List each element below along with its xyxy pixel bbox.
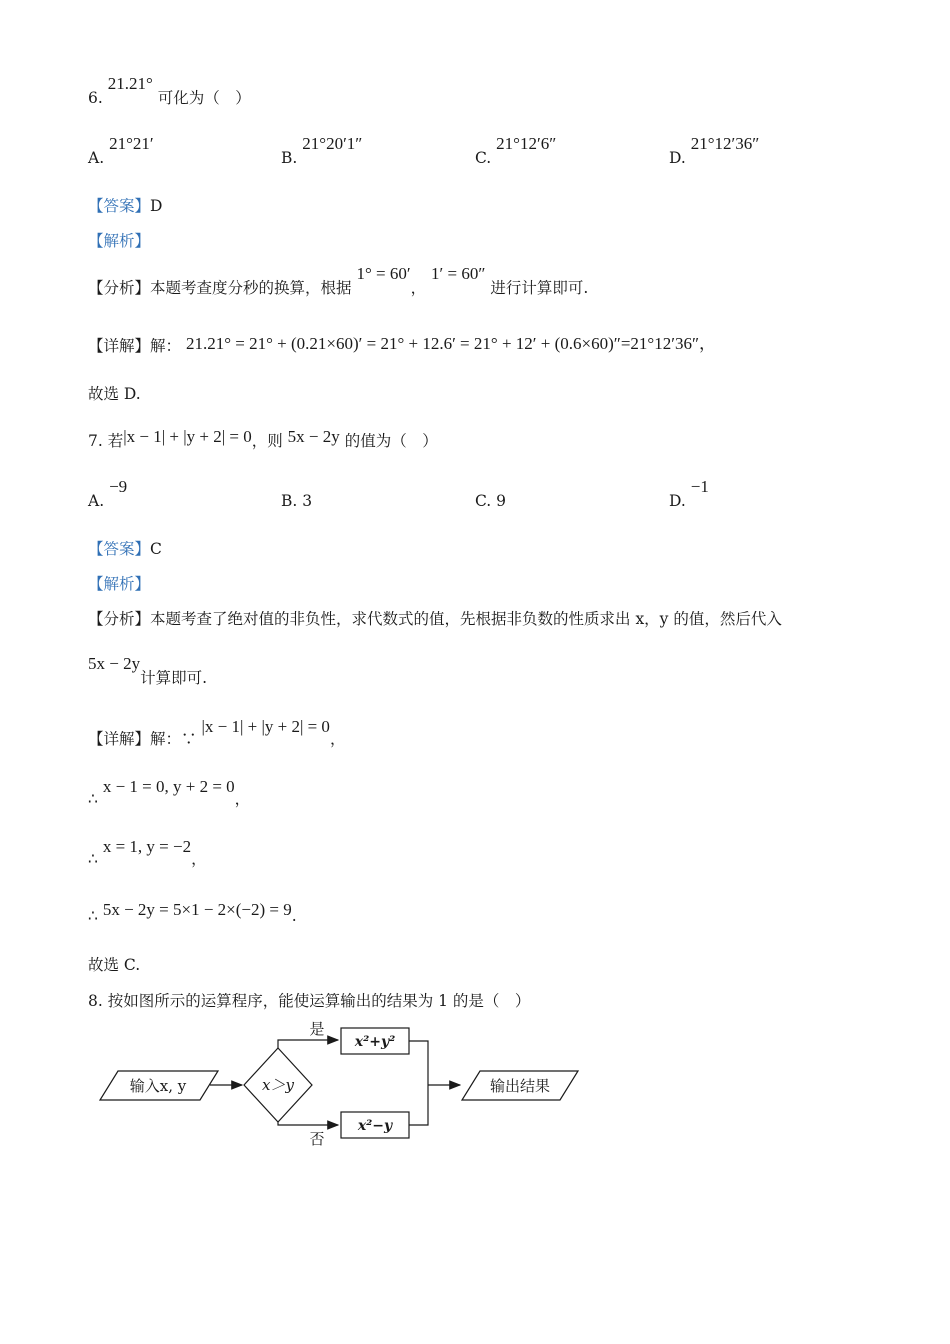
q7-expr-math: 5x − 2y [287, 427, 340, 446]
flow-yes-expr: x²+y² [354, 1034, 396, 1050]
flow-decision-label: x＞y [262, 1076, 294, 1094]
detail-end: =21°12′36″， [620, 334, 717, 353]
option-value: 3 [302, 492, 313, 510]
option-value: −9 [109, 477, 128, 496]
fenxi-text: 本题考查度分秒的换算，根据 [150, 279, 352, 297]
q7-analysis-tag [88, 574, 150, 594]
q6-expr: 21.21° [107, 74, 153, 93]
fenxi-text: 本题考查了绝对值的非负性，求代数式的值，先根据非负数的性质求出 x，y 的值，然后代入 [150, 610, 782, 628]
q7-option-c[interactable] [475, 491, 506, 511]
q7-if: 若 [107, 432, 124, 450]
detail-math: |x − 1| + |y + 2| = 0 [201, 717, 330, 736]
flow-no-path [278, 1122, 338, 1125]
q6-analysis-tag [88, 231, 150, 251]
detail-text: 解： [150, 337, 182, 355]
q7-option-b[interactable] [281, 491, 312, 511]
fenxi-end: 进行计算即可. [490, 279, 589, 297]
option-value: 21°12′36″ [690, 134, 760, 153]
q7-answer [88, 539, 162, 559]
step-math: x = 1, y = −2 [102, 837, 192, 856]
analysis-tag: 【解析】 [88, 232, 151, 250]
fenxi-math-2: 1′ = 60″ [431, 264, 486, 283]
q7-step-3 [88, 900, 297, 926]
option-label: B. [281, 149, 298, 167]
flow-merge-path [409, 1041, 428, 1125]
option-label: D. [669, 149, 686, 167]
option-label: A. [88, 492, 105, 510]
q6-stem-text: 可化为（ ） [157, 89, 251, 107]
therefore-symbol: ∴ [88, 907, 98, 925]
step-math: 5x − 2y = 5×1 − 2×(−2) = 9 [102, 900, 292, 919]
fenxi-tag: 【分析】 [88, 279, 151, 297]
q6-option-b[interactable] [281, 134, 363, 168]
q6-stem [88, 74, 251, 108]
option-label: A. [88, 149, 105, 167]
q7-step-2 [88, 837, 207, 869]
flow-yes-label: 是 [309, 1020, 325, 1038]
fenxi-math-1: 1° = 60′ [356, 264, 411, 283]
answer-tag: 【答案】 [88, 197, 151, 215]
detail-tag: 【详解】 [88, 730, 151, 748]
flow-output-label: 输出结果 [489, 1077, 551, 1095]
q7-conclusion: 故选 C. [88, 956, 141, 974]
q7-stem-end: 的值为（ ） [344, 432, 438, 450]
q7-then: ，则 [251, 432, 283, 450]
option-value: 21°20′1″ [302, 134, 363, 153]
step-comma: ， [234, 790, 251, 808]
therefore-symbol: ∴ [88, 850, 98, 868]
q6-number: 6. [88, 89, 103, 107]
therefore-symbol: ∴ [88, 790, 98, 808]
fenxi-tag: 【分析】 [88, 610, 151, 628]
q6-detail [88, 336, 716, 356]
option-value: 21°12′6″ [496, 134, 557, 153]
option-label: B. [281, 492, 298, 510]
option-label: C. [475, 149, 492, 167]
q8-stem: 8. 按如图所示的运算程序，能使运算输出的结果为 1 的是（ ） [88, 992, 531, 1010]
q6-fenxi [88, 264, 589, 298]
q6-option-a[interactable] [88, 134, 154, 168]
fenxi-separator: ， [410, 279, 427, 297]
detail-math: 21.21° = 21° + (0.21×60)′ = 21° + 12.6′ = 21° + 12′ + (0.6×60)″ [185, 334, 621, 353]
option-value: −1 [690, 477, 709, 496]
detail-text: 解：∵ [150, 730, 197, 748]
q6-option-c[interactable] [475, 134, 557, 168]
q6-conclusion: 故选 D. [88, 385, 141, 403]
flow-no-expr: x²−y [357, 1118, 393, 1134]
q7-condition-math: |x − 1| + |y + 2| = 0 [123, 427, 252, 446]
option-label: C. [475, 492, 492, 510]
option-value: 21°21′ [109, 134, 154, 153]
analysis-tag: 【解析】 [88, 575, 151, 593]
q6-option-d[interactable] [669, 134, 760, 168]
flow-no-label: 否 [309, 1130, 325, 1148]
step-comma: ， [191, 850, 207, 868]
q7-fenxi-cont [88, 654, 208, 688]
flow-input-label: 输入x, y [129, 1077, 187, 1095]
option-value: 9 [496, 492, 507, 510]
detail-tag: 【详解】 [88, 337, 151, 355]
step-math: x − 1 = 0, y + 2 = 0 [102, 777, 235, 796]
q7-fenxi [88, 609, 782, 629]
q7-number: 7. [88, 432, 103, 450]
answer-tag: 【答案】 [88, 540, 151, 558]
q7-option-a[interactable] [88, 477, 128, 511]
fenxi-end: 计算即可. [140, 669, 208, 687]
q7-stem [88, 427, 438, 451]
option-label: D. [669, 492, 686, 510]
answer-value: D [150, 197, 163, 215]
flowchart [98, 1020, 588, 1154]
q7-detail [88, 717, 346, 749]
step-period: . [291, 907, 297, 925]
answer-value: C [150, 540, 162, 558]
q7-step-1 [88, 777, 251, 809]
fenxi-math: 5x − 2y [88, 654, 141, 673]
q6-answer [88, 196, 162, 216]
detail-comma: ， [329, 730, 346, 748]
q7-option-d[interactable] [669, 477, 709, 511]
flow-yes-path [278, 1040, 338, 1048]
